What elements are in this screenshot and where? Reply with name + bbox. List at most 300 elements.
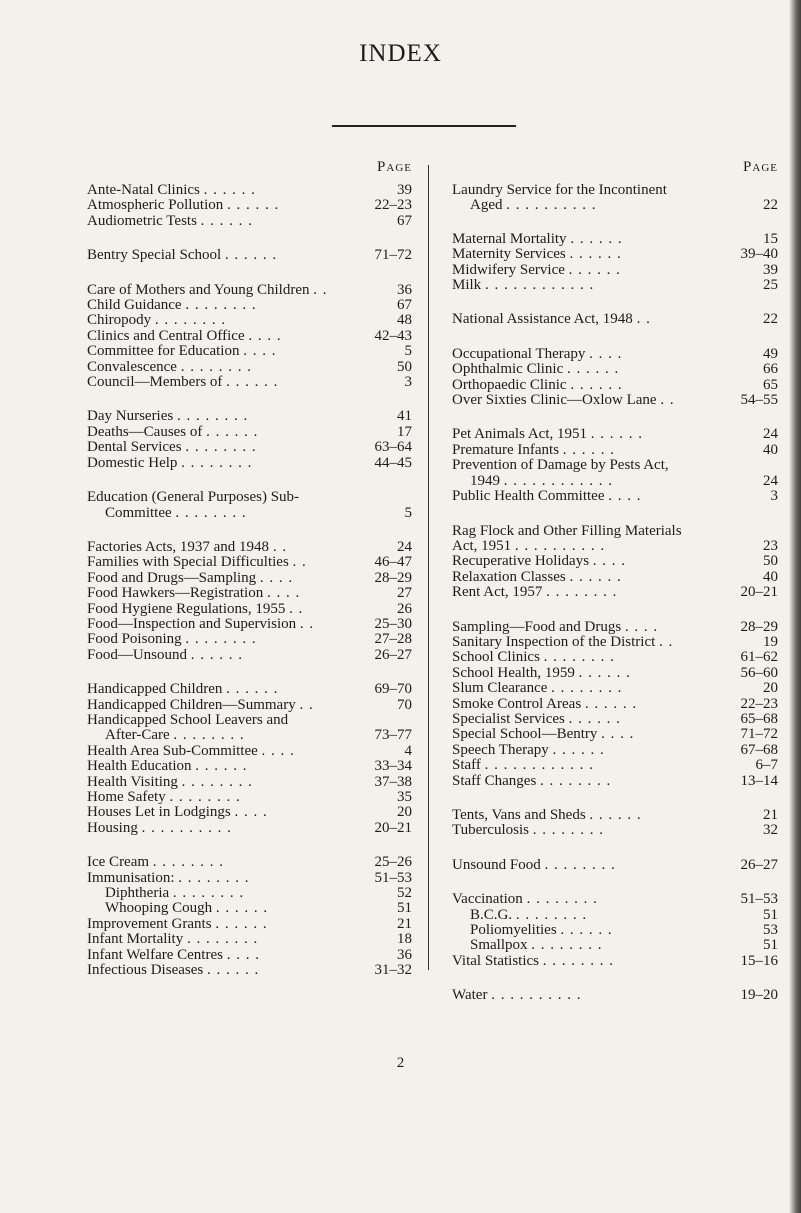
entry-gap <box>452 873 778 892</box>
index-entry-page: 56–60 <box>738 666 779 681</box>
index-entry <box>87 283 412 298</box>
index-entry-page: 36 <box>394 948 412 963</box>
index-entry <box>87 344 412 359</box>
index-entry-label: Rag Flock and Other Filling Materials <box>452 522 682 539</box>
index-entry-label: Staff <box>452 757 481 774</box>
index-entry-leader-dots: . . . . . . . . <box>185 297 257 314</box>
index-entry-label: Speech Therapy <box>452 741 549 758</box>
index-entry <box>452 758 778 773</box>
index-entry-page: 70 <box>394 698 412 713</box>
index-entry-label: School Clinics <box>452 649 540 666</box>
index-entry-page: 17 <box>394 425 412 440</box>
index-entry-page: 22 <box>760 198 778 213</box>
index-entry-page: 42–43 <box>372 329 413 344</box>
index-entry-page: 32 <box>760 823 778 838</box>
index-entry-page: 24 <box>760 427 778 442</box>
index-entry-leader-dots: . . . . . . . . <box>551 680 623 697</box>
index-entry-leader-dots: . . . . . . <box>224 247 278 264</box>
page-number: 2 <box>396 1055 405 1071</box>
index-entry-page: 50 <box>394 360 412 375</box>
page-column-header-right: Page <box>743 159 778 175</box>
entry-gap <box>452 505 778 524</box>
index-entry-leader-dots: . . . . . . <box>570 376 623 393</box>
index-entry-label: Handicapped School Leavers and <box>87 711 289 728</box>
index-entry-page: 13–14 <box>738 774 779 789</box>
index-entry <box>87 617 412 632</box>
index-entry-label: Food Hawkers—Registration <box>87 585 264 602</box>
index-entry-label: Committee for Education <box>87 343 240 360</box>
index-entry-leader-dots: . . . . <box>601 726 635 743</box>
index-entry-label: National Assistance Act, 1948 <box>452 311 633 328</box>
index-entry-page: 21 <box>394 917 412 932</box>
index-entry-label: Food and Drugs—Sampling <box>87 569 257 586</box>
index-entry <box>452 620 778 635</box>
index-entry <box>452 362 778 377</box>
index-entry <box>87 602 412 617</box>
index-entry <box>87 555 412 570</box>
index-entry-page: 24 <box>760 474 778 489</box>
index-entry-leader-dots: . . . . <box>243 343 277 360</box>
index-entry <box>87 540 412 555</box>
index-entry-label: 1949 <box>470 472 500 489</box>
index-entry-leader-dots: . . . . . . <box>560 922 613 939</box>
index-entry <box>452 247 778 262</box>
index-entry-leader-dots: . . . . . . <box>562 441 616 458</box>
index-entry <box>87 329 412 344</box>
index-entry-leader-dots: . . . . . . . . <box>543 649 615 666</box>
index-entry-page: 65–68 <box>738 712 779 727</box>
index-entry-label: Ice Cream <box>87 854 150 871</box>
index-entry-page: 25–30 <box>372 617 413 632</box>
index-entry-page: 40 <box>760 443 778 458</box>
index-entry-leader-dots: . . . . <box>624 618 659 635</box>
index-entry-label: Diphtheria <box>105 885 170 902</box>
index-entry-label: B.C.G. <box>470 906 513 923</box>
index-entry-page: 21 <box>760 808 778 823</box>
index-entry-leader-dots: . . . . . . <box>206 962 260 979</box>
index-entry <box>87 886 412 901</box>
index-entry-leader-dots: . . <box>660 392 675 409</box>
index-entry-leader-dots: . . . . . . . . <box>186 931 259 948</box>
index-entry-leader-dots: . . . . . . . . <box>154 312 227 329</box>
index-entry-leader-dots: . . . . . . . . <box>540 772 612 789</box>
index-entry-page: 27–28 <box>372 632 413 647</box>
index-entry <box>452 183 778 198</box>
index-entry <box>87 648 412 663</box>
index-entry-leader-dots: . . . . . . . . <box>175 504 247 521</box>
index-entry-leader-dots: . . . . <box>589 345 623 362</box>
index-entry-label: Sanitary Inspection of the District <box>452 633 656 650</box>
index-entry-label: Atmospheric Pollution <box>87 197 224 214</box>
index-entry-page: 49 <box>760 347 778 362</box>
index-entry <box>87 198 412 213</box>
index-entry <box>87 698 412 713</box>
index-column-left <box>87 160 412 978</box>
index-entry-label: Home Safety <box>87 789 166 805</box>
index-entry-leader-dots: . . . . . . . . <box>542 952 615 969</box>
index-entry <box>452 347 778 362</box>
index-entry <box>87 917 412 932</box>
index-entry-label: Housing <box>87 819 138 836</box>
index-entry <box>87 440 412 455</box>
index-entry <box>87 744 412 759</box>
index-entry <box>452 666 778 681</box>
index-entry <box>452 378 778 393</box>
index-entry-label: Improvement Grants <box>87 915 212 932</box>
index-entry-label: Special School—Bentry <box>452 726 598 743</box>
index-entry-leader-dots: . . . . . . . . <box>532 822 604 839</box>
index-entry-leader-dots: . . . . . . . . . . <box>491 987 582 1004</box>
index-entries-right <box>452 183 778 1004</box>
index-entry-label: Laundry Service for the Incontinent <box>452 182 667 198</box>
index-entry <box>452 823 778 838</box>
index-entry-leader-dots: . . . . . . . . <box>185 631 257 648</box>
index-entry-leader-dots: . . <box>659 633 674 650</box>
index-entry-page: 63–64 <box>372 440 413 455</box>
index-entry-label: Houses Let in Lodgings <box>87 804 231 821</box>
index-entry-page: 23 <box>760 539 778 554</box>
index-entry <box>87 948 412 963</box>
index-entry-label: School Health, 1959 <box>452 664 575 681</box>
index-entry-label: Sampling—Food and Drugs <box>452 618 622 635</box>
index-entry-leader-dots: . . . . . . . . <box>169 789 241 805</box>
index-entry <box>87 790 412 805</box>
index-entry <box>87 713 412 728</box>
index-entry <box>452 489 778 504</box>
index-entry-page: 28–29 <box>738 620 779 635</box>
column-divider <box>428 165 429 970</box>
index-entry-label: Maternal Mortality <box>452 230 567 247</box>
index-entry <box>452 570 778 585</box>
index-entry-label: Immunisation: <box>87 869 175 886</box>
title-rule <box>332 125 516 127</box>
index-entry-label: Committee <box>105 504 172 521</box>
index-entry-leader-dots: . . . . . . . . <box>181 773 253 790</box>
index-entry <box>452 681 778 696</box>
index-entry-label: Deaths—Causes of <box>87 423 203 440</box>
index-entry <box>87 775 412 790</box>
index-entry-label: Smallpox <box>470 937 528 954</box>
index-entry-label: Recuperative Holidays <box>452 553 590 570</box>
index-entry <box>452 312 778 327</box>
index-entry-leader-dots: . . . . . . . . <box>515 906 588 923</box>
entry-gap <box>452 601 778 620</box>
index-entry <box>87 456 412 471</box>
index-entry-label: Food Hygiene Regulations, 1955 <box>87 600 286 617</box>
index-entry <box>452 554 778 569</box>
index-entry-leader-dots: . . <box>289 600 304 617</box>
index-entry-leader-dots: . . . . . . . . <box>172 885 245 902</box>
index-entry-label: Convalescence <box>87 358 177 375</box>
index-entry-page: 67 <box>394 214 412 229</box>
index-entry-label: Whooping Cough <box>105 900 213 917</box>
index-entry-label: Smoke Control Areas <box>452 695 582 712</box>
index-entry-page: 51–53 <box>372 871 413 886</box>
index-entry-leader-dots: . . . . . . <box>590 426 643 443</box>
index-entry-leader-dots: . . . . . . <box>578 664 631 681</box>
page-title: INDEX <box>359 40 442 67</box>
index-entry-leader-dots: . . . . . . <box>200 212 253 229</box>
index-entry-leader-dots: . . . . <box>226 946 260 963</box>
entry-gap <box>87 229 412 248</box>
index-entry-page: 51 <box>760 938 778 953</box>
index-entry <box>452 474 778 489</box>
index-entry-page: 20–21 <box>738 585 779 600</box>
index-entry-leader-dots: . . . . . . <box>203 182 256 198</box>
entry-gap <box>87 471 412 490</box>
index-entry-label: Water <box>452 987 488 1004</box>
index-entry <box>452 585 778 600</box>
index-entry-label: After-Care <box>105 727 170 744</box>
index-entry-page: 71–72 <box>372 248 413 263</box>
index-entry-leader-dots: . . . . <box>608 488 642 505</box>
index-entry-label: Families with Special Difficulties <box>87 554 289 571</box>
index-entry <box>87 248 412 263</box>
index-entry-label: Milk <box>452 277 482 294</box>
index-entry-page: 22–23 <box>372 198 413 213</box>
index-entry-page: 50 <box>760 554 778 569</box>
index-entry-label: Ante-Natal Clinics <box>87 182 200 198</box>
entry-gap <box>452 969 778 988</box>
index-column-right <box>452 160 778 1004</box>
index-entry-page: 25 <box>760 278 778 293</box>
index-entry-label: Relaxation Classes <box>452 568 566 585</box>
index-entry-page: 35 <box>394 790 412 805</box>
index-entry-leader-dots: . . . . . . <box>552 741 605 758</box>
index-entry <box>87 313 412 328</box>
index-entry-leader-dots: . . . . . . <box>195 758 248 775</box>
index-entry-label: Dental Services <box>87 439 182 456</box>
entry-gap <box>452 214 778 232</box>
index-entry <box>452 393 778 408</box>
index-entry <box>452 443 778 458</box>
index-entry-page: 27 <box>394 586 412 601</box>
index-entry-label: Food Poisoning <box>87 631 182 648</box>
index-entry-leader-dots: . . . . <box>266 585 301 602</box>
index-entry-leader-dots: . . . . . . <box>570 230 623 247</box>
index-entry-page: 26–27 <box>738 858 779 873</box>
index-entry-page: 61–62 <box>738 650 779 665</box>
index-entry <box>87 409 412 424</box>
index-entry <box>87 963 412 978</box>
index-entry <box>452 743 778 758</box>
index-entry <box>452 232 778 247</box>
index-entry-leader-dots: . . <box>636 311 651 328</box>
entry-gap <box>452 328 778 347</box>
index-entry-leader-dots: . . . . . . <box>206 423 259 440</box>
index-entries-left <box>87 183 412 978</box>
index-entry <box>452 774 778 789</box>
index-entry <box>452 858 778 873</box>
index-entry-page: 26 <box>394 602 412 617</box>
index-entry-leader-dots: . . <box>272 538 288 555</box>
index-entry-label: Slum Clearance <box>452 680 548 697</box>
index-entry-page: 37–38 <box>372 775 413 790</box>
index-entry-label: Food—Unsound <box>87 646 188 663</box>
index-entry <box>452 938 778 953</box>
index-entry-page: 65 <box>760 378 778 393</box>
index-entry-label: Tuberculosis <box>452 822 529 839</box>
index-entry-label: Infant Mortality <box>87 931 184 948</box>
index-entry <box>452 539 778 554</box>
index-entry <box>452 278 778 293</box>
index-entry-leader-dots: . . . . . . . . . . <box>514 537 606 554</box>
index-entry-page: 39–40 <box>738 247 779 262</box>
index-entry-leader-dots: . . <box>313 281 328 298</box>
index-entry-page: 5 <box>402 506 413 521</box>
index-entry-page: 71–72 <box>738 727 779 742</box>
index-entry-leader-dots: . . . . . . . . . . <box>141 819 232 836</box>
index-entry <box>452 635 778 650</box>
index-entry-page: 25–26 <box>372 855 413 870</box>
index-entry-label: Handicapped Children <box>87 681 223 698</box>
index-entry-label: Staff Changes <box>452 772 537 789</box>
index-entry-page: 28–29 <box>372 571 413 586</box>
index-entry-leader-dots: . . . . . . . . <box>526 891 598 908</box>
index-entry-leader-dots: . . . . . . <box>215 915 268 932</box>
index-entry-page: 67–68 <box>738 743 779 758</box>
index-entry <box>87 682 412 697</box>
index-entry-page: 5 <box>402 344 413 359</box>
index-entry <box>452 427 778 442</box>
entry-gap <box>87 264 412 283</box>
index-entry-leader-dots: . . <box>299 696 314 713</box>
entry-gap <box>452 839 778 858</box>
index-entry <box>87 871 412 886</box>
index-entry-page: 53 <box>760 923 778 938</box>
index-entry-label: Vaccination <box>452 891 523 908</box>
index-entry-label: Child Guidance <box>87 297 182 314</box>
index-entry-leader-dots: . . . . . . . . . . . . <box>484 757 594 774</box>
index-entry-label: Unsound Food <box>452 856 541 873</box>
index-entry <box>87 214 412 229</box>
index-entry <box>452 727 778 742</box>
index-entry-leader-dots: . . . . . . . . <box>178 869 250 886</box>
index-entry-leader-dots: . . . . . . . . . . <box>506 197 597 214</box>
index-entry-page: 52 <box>394 886 412 901</box>
index-entry-page: 39 <box>394 183 412 198</box>
index-entry-page: 20 <box>760 681 778 696</box>
index-entry-label: Prevention of Damage by Pests Act, <box>452 457 669 474</box>
index-entry-label: Handicapped Children—Summary <box>87 696 296 713</box>
index-entry <box>87 298 412 313</box>
index-entry-label: Audiometric Tests <box>87 212 197 229</box>
index-entry-page: 20–21 <box>372 821 413 836</box>
index-entry-page: 73–77 <box>372 728 413 743</box>
page-column-header-left: Page <box>377 159 412 175</box>
index-entry-page: 6–7 <box>753 758 779 773</box>
entry-gap <box>87 521 412 540</box>
index-entry-label: Poliomyelities <box>470 922 557 939</box>
index-entry-leader-dots: . . . . . . <box>568 710 621 727</box>
index-entry-page: 46–47 <box>372 555 413 570</box>
index-entry <box>87 490 412 505</box>
index-entry-label: Maternity Services <box>452 246 566 263</box>
index-entry-leader-dots: . . . . <box>234 804 268 821</box>
index-entry-label: Occupational Therapy <box>452 345 586 362</box>
index-entry-label: Midwifery Service <box>452 261 565 278</box>
index-entry <box>87 932 412 947</box>
index-entry-leader-dots: . . . . . . <box>190 646 244 663</box>
index-entry-page: 22 <box>760 312 778 327</box>
index-entry-leader-dots: . . . . . . . . <box>176 408 249 425</box>
index-entry-page: 3 <box>768 489 779 504</box>
index-entry-page: 48 <box>394 313 412 328</box>
index-entry-label: Infant Welfare Centres <box>87 946 223 963</box>
index-entry <box>87 586 412 601</box>
index-entry-label: Council—Members of <box>87 374 223 391</box>
index-entry-label: Chiropody <box>87 312 152 329</box>
entry-gap <box>87 663 412 682</box>
index-entry <box>452 198 778 213</box>
index-entry-label: Infectious Diseases <box>87 962 204 979</box>
index-entry-page: 39 <box>760 263 778 278</box>
index-entry-label: Education (General Purposes) Sub- <box>87 489 300 506</box>
index-entry-label: Premature Infants <box>452 441 560 458</box>
index-entry-leader-dots: . . . . . . . . <box>152 854 225 871</box>
index-entry-label: Aged <box>470 197 503 214</box>
index-entry-page: 67 <box>394 298 412 313</box>
index-entry <box>452 263 778 278</box>
index-entry-label: Orthopaedic Clinic <box>452 376 567 393</box>
index-entry-leader-dots: . . . . . . . . <box>181 454 253 471</box>
index-entry-page: 18 <box>394 932 412 947</box>
index-entry-page: 51 <box>760 908 778 923</box>
index-entry <box>87 805 412 820</box>
index-entry-leader-dots: . . <box>292 554 307 571</box>
index-entry-label: Act, 1951 <box>452 537 512 554</box>
index-entry-leader-dots: . . . . . . <box>589 807 642 823</box>
index-entry-leader-dots: . . . . . . . . <box>185 439 257 456</box>
index-entry-leader-dots: . . . . . . <box>226 374 279 391</box>
index-entry <box>452 524 778 539</box>
index-entry <box>87 759 412 774</box>
index-entry <box>452 650 778 665</box>
index-entry-label: Food—Inspection and Supervision <box>87 615 297 632</box>
index-entry <box>452 908 778 923</box>
index-entry-leader-dots: . . . . . . . . <box>180 358 252 375</box>
index-entry-label: Rent Act, 1957 <box>452 584 543 601</box>
index-entry-leader-dots: . . <box>299 615 315 632</box>
index-entry <box>452 892 778 907</box>
index-entry-label: Bentry Special School <box>87 247 222 264</box>
index-entry-leader-dots: . . . . <box>248 327 282 344</box>
index-entry-leader-dots: . . . . . . <box>226 681 279 698</box>
index-entry <box>87 728 412 743</box>
entry-gap <box>452 789 778 808</box>
index-entry-page: 41 <box>394 409 412 424</box>
index-entry-page: 19–20 <box>738 988 779 1003</box>
index-entry-page: 54–55 <box>738 393 779 408</box>
index-entry-page: 33–34 <box>372 759 413 774</box>
index-entry-page: 51–53 <box>738 892 779 907</box>
index-entry-leader-dots: . . . . <box>592 553 627 570</box>
index-entry-leader-dots: . . . . . . <box>227 197 280 214</box>
index-entry-leader-dots: . . . . . . <box>569 568 622 585</box>
index-entry-page: 15 <box>760 232 778 247</box>
index-entry-leader-dots: . . . . . . <box>566 361 620 378</box>
index-entry-page: 66 <box>760 362 778 377</box>
index-entry-page: 20 <box>394 805 412 820</box>
index-entry-page: 15–16 <box>738 954 779 969</box>
index-entry-page: 51 <box>394 901 412 916</box>
index-entry-leader-dots: . . . . . . . . <box>531 937 603 954</box>
index-entry-page: 69–70 <box>372 682 413 697</box>
index-entry-leader-dots: . . . . . . . . . . . . <box>484 277 595 294</box>
index-entry <box>452 954 778 969</box>
page-edge-shadow <box>789 0 801 1213</box>
index-entry-label: Clinics and Central Office <box>87 327 245 344</box>
